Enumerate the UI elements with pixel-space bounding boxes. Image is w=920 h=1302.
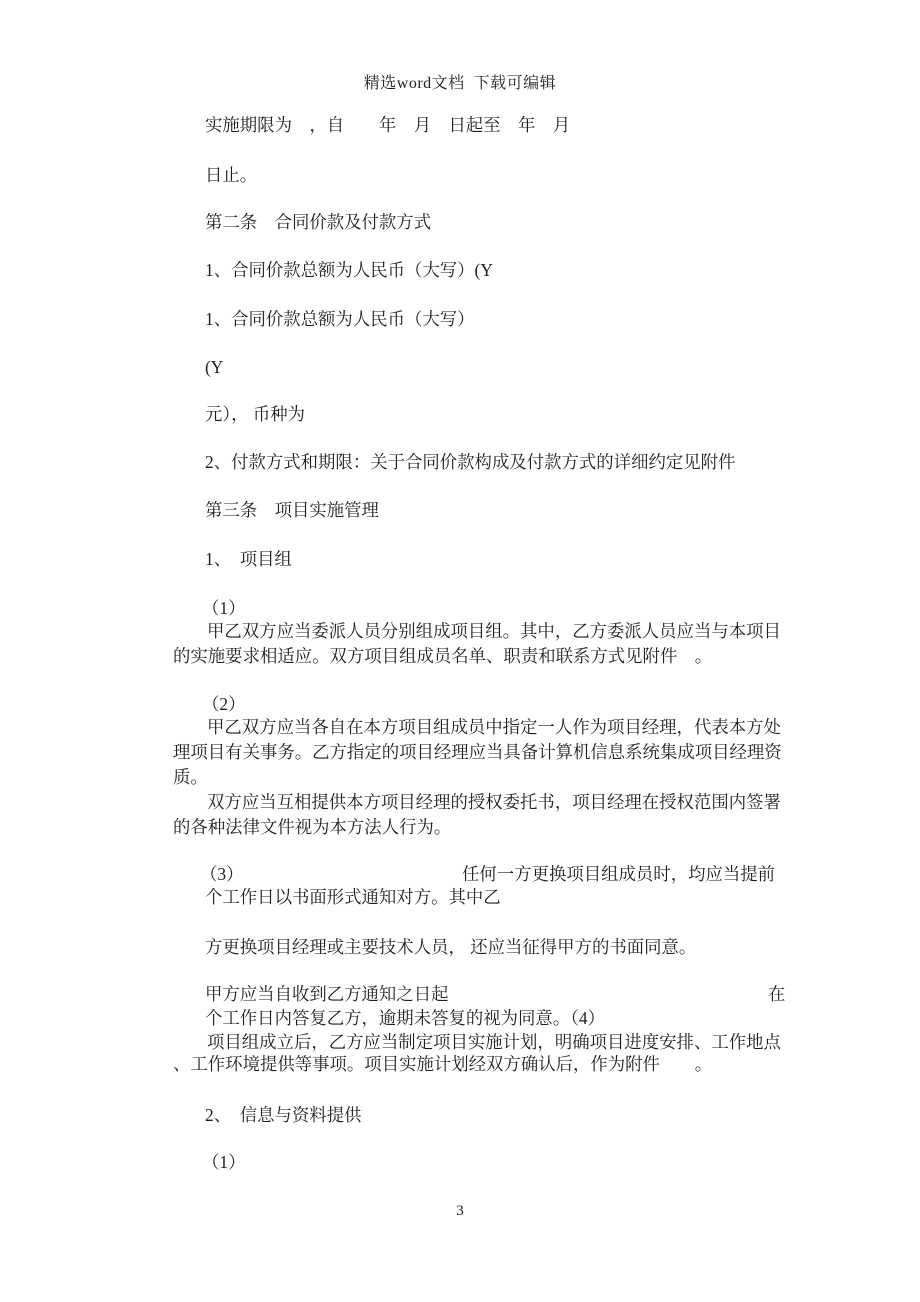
text-line: 元）， 币种为 bbox=[205, 404, 305, 424]
text-line: 实施期限为 ，自 年 月 日起至 年 月 bbox=[205, 115, 571, 135]
text-line: 方更换项目经理或主要技术人员， 还应当征得甲方的书面同意。 bbox=[205, 937, 697, 957]
text-line: 甲方应当自收到乙方通知之日起 bbox=[205, 984, 449, 1004]
text-line: 甲乙双方应当各自在本方项目组成员中指定一人作为项目经理，代表本方处 bbox=[207, 717, 781, 737]
text-line: 质。 bbox=[173, 767, 208, 787]
text-line: 项目组成立后，乙方应当制定项目实施计划，明确项目进度安排、工作地点 bbox=[207, 1032, 781, 1052]
text-line: 理项目有关事务。乙方指定的项目经理应当具备计算机信息系统集成项目经理资 bbox=[173, 742, 782, 762]
text-line: 个工作日以书面形式通知对方。其中乙 bbox=[205, 887, 501, 907]
header-watermark: 精选word文档 下载可编辑 bbox=[363, 75, 557, 92]
text-line: 的各种法律文件视为本方法人行为。 bbox=[173, 817, 452, 837]
text-line: 2、付款方式和期限：关于合同价款构成及付款方式的详细约定见附件 bbox=[205, 452, 736, 472]
footer-page-number: 3 bbox=[456, 1203, 464, 1219]
text-line: （3） bbox=[200, 864, 244, 884]
text-line: 2、 信息与资料提供 bbox=[205, 1105, 362, 1125]
text-line: (Y bbox=[205, 357, 224, 377]
text-line: （1） bbox=[202, 598, 246, 618]
text-line: 1、 项目组 bbox=[205, 549, 292, 569]
text-line: 第三条 项目实施管理 bbox=[205, 500, 379, 520]
text-line: （2） bbox=[202, 694, 246, 714]
text-line: 个工作日内答复乙方，逾期未答复的视为同意。（4） bbox=[205, 1008, 605, 1028]
text-line: 的实施要求相适应。双方项目组成员名单、职责和联系方式见附件 。 bbox=[173, 646, 713, 666]
text-line: 、工作环境提供等事项。项目实施计划经双方确认后，作为附件 。 bbox=[173, 1054, 713, 1074]
text-line: （1） bbox=[202, 1152, 246, 1172]
text-line: 1、合同价款总额为人民币（大写） bbox=[205, 309, 475, 329]
text-line: 日止。 bbox=[205, 165, 258, 185]
text-line: 在 bbox=[768, 984, 786, 1004]
text-line: 第二条 合同价款及付款方式 bbox=[205, 212, 432, 232]
text-line: 任何一方更换项目组成员时，均应当提前 bbox=[462, 864, 776, 884]
text-line: 甲乙双方应当委派人员分别组成项目组。其中，乙方委派人员应当与本项目 bbox=[207, 621, 781, 641]
text-line: 双方应当互相提供本方项目经理的授权委托书，项目经理在授权范围内签署 bbox=[207, 792, 781, 812]
text-line: 1、合同价款总额为人民币（大写）(Y bbox=[205, 260, 493, 280]
